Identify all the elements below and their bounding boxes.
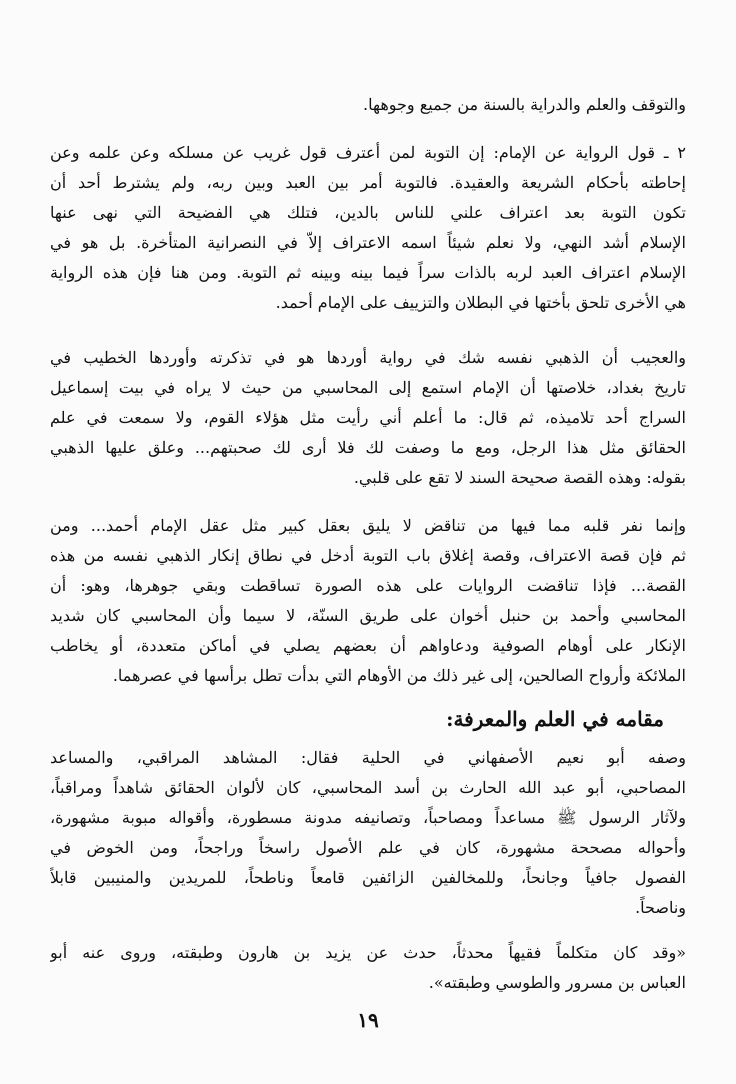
text-line: وأحواله مصححة مشهورة، كان في علم الأصول راسخاً وراجحاً، ومن الخوض في <box>50 838 686 857</box>
text-line: والعجيب أن الذهبي نفسه شك في رواية أوردها هو في تذكرته وأوردها الخطيب في <box>50 348 686 367</box>
section-heading: مقامه في العلم والمعرفة: <box>446 707 664 731</box>
text-line: هي الأخرى تلحق بأختها في البطلان والتزييف على الإمام أحمد. <box>275 293 686 312</box>
text-line: الحقائق مثل هذا الرجل، ومع ما وصفت لك فلا أرى لك صحبتهم... وعلق عليها الذهبي <box>50 438 686 457</box>
text-line: الفصول جافياً وجانحاً، وللمخالفين الزائفين قامعاً وناطحاً، للمريدين والمنيبين قابلاً <box>50 868 686 887</box>
text-line: المصاحبي، أبو عبد الله الحارث بن أسد المحاسبي، كان لألوان الحقائق شاهداً ومراقباً، <box>50 778 686 797</box>
text-line: ولآثار الرسول ﷺ مساعداً ومصاحباً، وتصانيفه مدونة مسطورة، وأقواله مبوبة مشهورة، <box>50 808 686 827</box>
text-line: ٢ ـ قول الرواية عن الإمام: إن التوبة لمن أعترف قول غريب عن مسلكه وعن علمه وعن <box>50 143 686 162</box>
text-line: الإسلام اعتراف العبد لربه بالذات سراً فيما بينه وبينه ثم التوبة. ومن هنا فإن هذه الرواية <box>50 263 686 282</box>
text-line: وناصحاً. <box>635 898 686 917</box>
text-line: إحاطته بأحكام الشريعة والعقيدة. فالتوبة أمر بين العبد وبين ربه، ولم يشترط أحد أن <box>50 173 686 192</box>
text-line: الملائكة وأرواح الصالحين، إلى غير ذلك من الأوهام التي بدأت تطل برأسها في عصرهما. <box>112 666 686 685</box>
text-line: السراج أحد تلاميذه، ثم قال: ما أعلم أني رأيت مثل هؤلاء القوم، ولا سمعت في علم <box>50 408 686 427</box>
text-line: بقوله: وهذه القصة صحيحة السند لا تقع على قلبي. <box>353 468 686 487</box>
text-line: تكون التوبة بعد اعتراف علني للناس بالدين، فتلك هي الفضيحة التي نهى عنها <box>50 203 686 222</box>
text-line: المحاسبي وأحمد بن حنبل أخوان على طريق السنّة، لا سيما وأن المحاسبي كان شديد <box>50 606 686 625</box>
text-line: وإنما نفر قلبه مما فيها من تناقض لا يليق بعقل كبير مثل عقل الإمام أحمد... ومن <box>50 516 686 535</box>
text-line: ثم فإن قصة الاعتراف، وقصة إغلاق باب التوبة أدخل في نطاق إنكار الذهبي نفسه من هذه <box>50 546 686 565</box>
page-number: ١٩ <box>357 1008 379 1032</box>
text-line: «وقد كان متكلماً فقيهاً محدثاً، حدث عن يزيد بن هارون وطبقته، وروى عنه أبو <box>50 943 686 962</box>
text-line: القصة... فإذا تناقضت الروايات على هذه الصورة تساقطت وبقي جوهرها، وهو: أن <box>50 576 686 595</box>
text-line: الإنكار على أوهام الصوفية ودعاواهم أن بعضهم يصلي في أماكن متعددة، أو يخاطب <box>50 636 686 655</box>
text-line: وصفه أبو نعيم الأصفهاني في الحلية فقال: المشاهد المراقبي، والمساعد <box>50 748 686 767</box>
text-line: والتوقف والعلم والدراية بالسنة من جميع وجوهها. <box>363 95 686 114</box>
text-line: الإسلام أشد النهي، ولا نعلم شيئاً اسمه الاعتراف إلاّ في النصرانية المتأخرة. بل هو في <box>50 233 686 252</box>
text-line: العباس بن مسرور والطوسي وطبقته». <box>428 973 686 992</box>
text-line: تاريخ بغداد، خلاصتها أن الإمام استمع إلى المحاسبي من حيث لا يراه في بيت إسماعيل <box>50 378 686 397</box>
